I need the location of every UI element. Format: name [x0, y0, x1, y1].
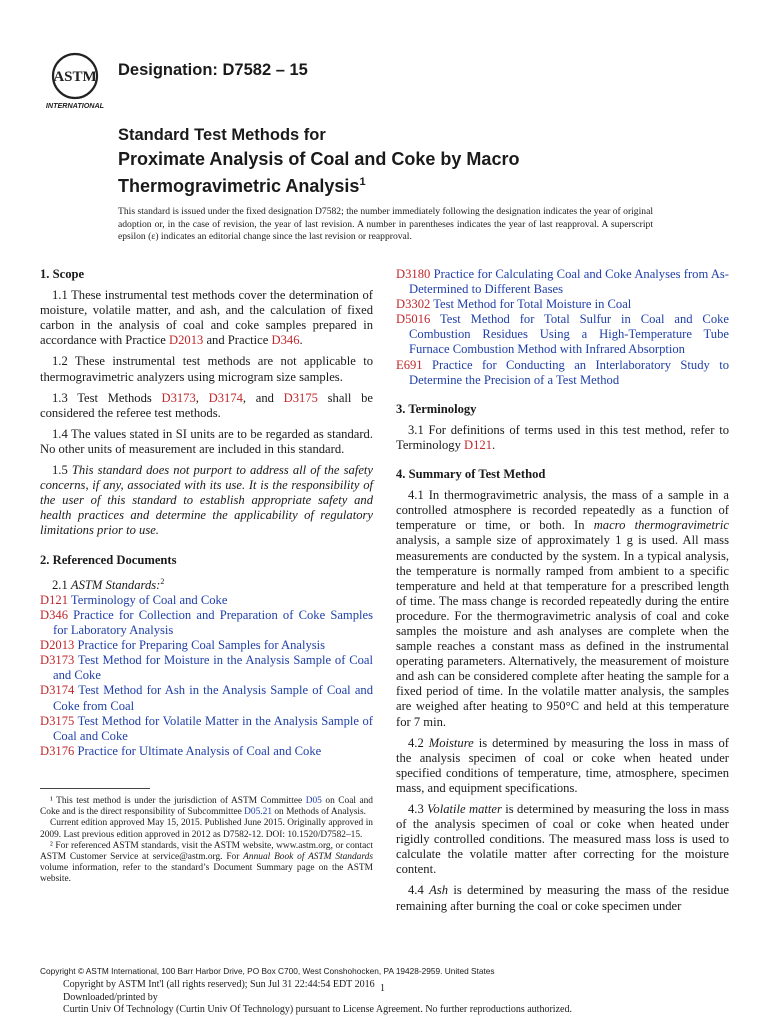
footer-line1: Copyright by ASTM Int'l (all rights reserved); Sun Jul 31 22:44:54 EDT 2016: [63, 979, 375, 990]
para-4-1-text-c: analysis, a sample size of approximately 1 g is used. All mass measurements are conducted by the system. In a typical analysis, the temperature is normally ramped from ambient to a specific temperature and held at that temperature for a prescribed length of time. The mass change is recorded repeatedly during the entire procedure. For the thermogravimetric analysis of coal and coke samples the moisture and ash analyses are complete when the sample reaches a constant mass as defined in the instrumental operating parameters. Alternatively, the measurement of moisture and ash can be considered complete after heating the sample for a fixed period of time. In the volatile matter analysis, the samples are weighed after heating to 950°C and held at this temperature for 7 min.: [396, 533, 729, 729]
para-4-4-num: 4.4: [408, 883, 430, 898]
ref-title[interactable]: Test Method for Total Sulfur in Coal and Coke Combustion Residues Using a High-Temperature Tube Furnace Combustion Method with Infrared Absorption: [409, 312, 730, 357]
ref-code[interactable]: D2013: [40, 638, 75, 653]
ref-item: [40, 744, 373, 759]
ref-title[interactable]: Test Method for Volatile Matter in the Analysis Sample of Coal and Coke: [53, 713, 373, 743]
ref-code[interactable]: D121: [40, 592, 68, 607]
link-d3173[interactable]: D3173: [161, 390, 196, 405]
para-4-1: [396, 488, 729, 730]
para-4-4: [396, 883, 729, 913]
para-1-3-text-d: shall be considered the referee test methods.: [40, 390, 373, 420]
title-footnote-mark: 1: [359, 176, 366, 188]
logo-text-top: ASTM: [53, 69, 97, 85]
para-1-3-text-c: , and: [242, 390, 284, 405]
footnotes: [40, 796, 373, 886]
ref-title[interactable]: Test Method for Moisture in the Analysis Sample of Coal and Coke: [53, 653, 373, 683]
section-1-heading: 1. Scope: [40, 267, 85, 281]
para-4-2: [396, 736, 729, 796]
para-1-3-text-b: ,: [195, 390, 209, 405]
ref-code[interactable]: D346: [40, 607, 68, 622]
ref-item: [396, 358, 729, 388]
title-line2: Proximate Analysis of Coal and Coke by Macro: [118, 149, 520, 169]
footnote-1-text: ¹ This test method is under the jurisdiction of ASTM Committee: [50, 796, 306, 806]
footnote-2-text: ² For referenced ASTM standards, visit the ASTM website, www.astm.org, or contact ASTM Customer Service at service@astm.org. For: [40, 840, 373, 863]
ref-item: [40, 593, 373, 608]
ref-title[interactable]: Practice for Calculating Coal and Coke Analyses from As-Determined to Different Bases: [409, 267, 730, 297]
section-3-heading: 3. Terminology: [396, 401, 477, 416]
para-4-3-num: 4.3: [408, 802, 428, 816]
para-4-2-text: is determined by measuring the loss in mass of the analysis specimen of coal or coke when heated under specified conditions of temperature, time, atmosphere, specimen mass, and equipment specifications.: [396, 735, 729, 795]
left-column: [40, 267, 373, 759]
para-2-1-num: 2.1: [52, 577, 71, 592]
ref-code[interactable]: D3173: [40, 653, 75, 668]
para-4-3-italic: Volatile matter: [427, 802, 502, 816]
footnote-rule: [40, 788, 150, 789]
ref-code[interactable]: D3176: [40, 743, 75, 758]
designation-year: 15: [289, 61, 308, 79]
link-d346[interactable]: D346: [271, 333, 300, 348]
ref-title[interactable]: Test Method for Total Moisture in Coal: [433, 297, 632, 312]
ref-code[interactable]: D3174: [40, 683, 75, 698]
link-d3174[interactable]: D3174: [208, 390, 243, 405]
ref-title[interactable]: Practice for Preparing Coal Samples for Analysis: [77, 638, 326, 653]
para-4-3: [396, 802, 729, 877]
footer-line3: Curtin Univ Of Technology (Curtin Univ Of Technology) pursuant to License Agreement. No further reproductions authorized.: [63, 1004, 572, 1015]
section-2-heading: 2. Referenced Documents: [40, 552, 177, 567]
link-d3175[interactable]: D3175: [283, 390, 318, 405]
para-4-4-italic: Ash: [429, 883, 448, 898]
para-1-5: [40, 463, 373, 538]
para-4-2-num: 4.2: [408, 735, 429, 750]
ref-item: [40, 653, 373, 683]
section-4-heading: 4. Summary of Test Method: [396, 467, 546, 482]
para-2-1-text: ASTM Standards:: [70, 577, 161, 592]
para-2-1: [40, 574, 373, 593]
para-3-1: [396, 423, 729, 453]
document-title: [118, 148, 678, 198]
ref-title[interactable]: Practice for Collection and Preparation of Coke Samples for Laboratory Analysis: [53, 607, 373, 638]
title-line3: Thermogravimetric Analysis: [118, 176, 360, 196]
footnote-1: [40, 796, 373, 818]
footnote-2-italic: Annual Book of ASTM Standards: [243, 852, 373, 863]
right-column: [396, 267, 729, 914]
ref-item: [40, 714, 373, 744]
para-4-1-italic: macro thermogravimetric: [593, 518, 730, 533]
para-1-4: 1.4 The values stated in SI units are to be regarded as standard. No other units of measurement are included in this standard.: [40, 426, 373, 456]
designation-label: Designation: D7582: [118, 61, 272, 79]
para-1-5-text: This standard does not purport to address all of the safety concerns, if any, associated with its use. It is the responsibility of the user of this standard to establish appropriate safety and health practices and determine the applicability of regulatory limitations prior to use.: [40, 463, 373, 538]
link-d2013[interactable]: D2013: [169, 333, 204, 348]
title-line1: Standard Test Methods for: [118, 126, 326, 144]
page-number: 1: [380, 983, 385, 994]
para-1-3: [40, 391, 373, 421]
para-4-3-text: is determined by measuring the loss in mass of the analysis specimen of coal or coke when heated under rigidly controlled conditions. The measured mass loss is used to calculate the volatile matter after correcting for the moisture content.: [396, 802, 729, 877]
link-d121[interactable]: D121: [464, 437, 493, 452]
para-4-4-text: is determined by measuring the mass of the residue remaining after burning the coal or coke specimen under: [396, 883, 729, 913]
copyright-line: Copyright © ASTM International, 100 Barr Harbor Drive, PO Box C700, West Conshohocken, PA 19428-2959. United States: [40, 966, 495, 976]
ref-item: [396, 297, 729, 312]
footnote-1-text-c: on Methods of Analysis.: [272, 807, 367, 818]
ref-item: [40, 638, 373, 653]
ref-code[interactable]: D3180: [396, 267, 431, 281]
para-1-1-text-b: and Practice: [203, 333, 272, 348]
para-3-1-text: 3.1 For definitions of terms used in this test method, refer to Terminology: [396, 422, 729, 452]
ref-code[interactable]: D5016: [396, 312, 431, 327]
para-2-1-sup: 2: [160, 576, 165, 586]
para-1-1-text-c: .: [299, 333, 303, 348]
para-3-1-text-b: .: [492, 437, 496, 452]
astm-logo: [40, 50, 110, 110]
para-1-2: 1.2 These instrumental test methods are not applicable to thermogravimetric analyzers using microgram size samples.: [40, 354, 373, 384]
ref-item: [396, 267, 729, 297]
preamble: This standard is issued under the fixed designation D7582; the number immediately following the designation indicates the year of original adoption or, in the case of revision, the year of last revision. A number in parentheses indicates the year of last reapproval. A superscript epsilon (ε) indicates an editorial change since the last revision or reapproval.: [118, 206, 653, 242]
ref-title[interactable]: Test Method for Ash in the Analysis Sample of Coal and Coke from Coal: [53, 683, 374, 713]
para-1-3-text: 1.3 Test Methods: [52, 390, 162, 405]
title-line3-wrap: [118, 171, 678, 198]
footnote-1-text-b: on Coal and Coke and is the direct responsibility of Subcommittee: [40, 796, 373, 818]
para-4-2-italic: Moisture: [428, 735, 474, 750]
ref-code[interactable]: E691: [396, 357, 423, 372]
ref-title[interactable]: Practice for Ultimate Analysis of Coal and Coke: [77, 743, 322, 758]
designation-sep: –: [271, 61, 290, 79]
ref-item: [396, 312, 729, 357]
footnote-1-edition: Current edition approved May 15, 2015. Published June 2015. Originally approved in 2009. Last previous edition approved in 2012 as D7582-12. DOI: 10.1520/D7582–15.: [40, 818, 373, 840]
ref-code[interactable]: D3175: [40, 713, 75, 728]
designation: [118, 61, 308, 80]
download-footer: [63, 979, 753, 1017]
logo-text-bottom: INTERNATIONAL: [45, 101, 105, 110]
para-1-1-text: 1.1 These instrumental test methods cover the determination of moisture, volatile matter, and ash, and the calculation of fixed carbon in the analysis of coal and coke samples prepared in accordance with Practice: [40, 288, 373, 348]
ref-title[interactable]: Terminology of Coal and Coke: [70, 592, 228, 607]
para-1-1: [40, 288, 373, 348]
ref-code[interactable]: D3302: [396, 297, 431, 312]
footnote-2-text-c: volume information, refer to the standard’s Document Summary page on the ASTM website.: [40, 863, 373, 885]
para-1-5-num: 1.5: [52, 463, 72, 478]
link-d05-21[interactable]: D05.21: [244, 807, 273, 818]
ref-item: [40, 608, 373, 638]
para-4-1-text: 4.1 In thermogravimetric analysis, the mass of a sample in a controlled atmosphere is recorded repeatedly as a function of temperature or time, or both. In: [396, 488, 729, 533]
astm-logo-icon: [40, 50, 110, 110]
link-d05[interactable]: D05: [305, 796, 322, 806]
ref-title[interactable]: Practice for Conducting an Interlaboratory Study to Determine the Precision of a Test Method: [409, 357, 729, 387]
footer-line2: Downloaded/printed by: [63, 991, 158, 1003]
ref-item: [40, 683, 373, 713]
footnote-2: [40, 841, 373, 886]
